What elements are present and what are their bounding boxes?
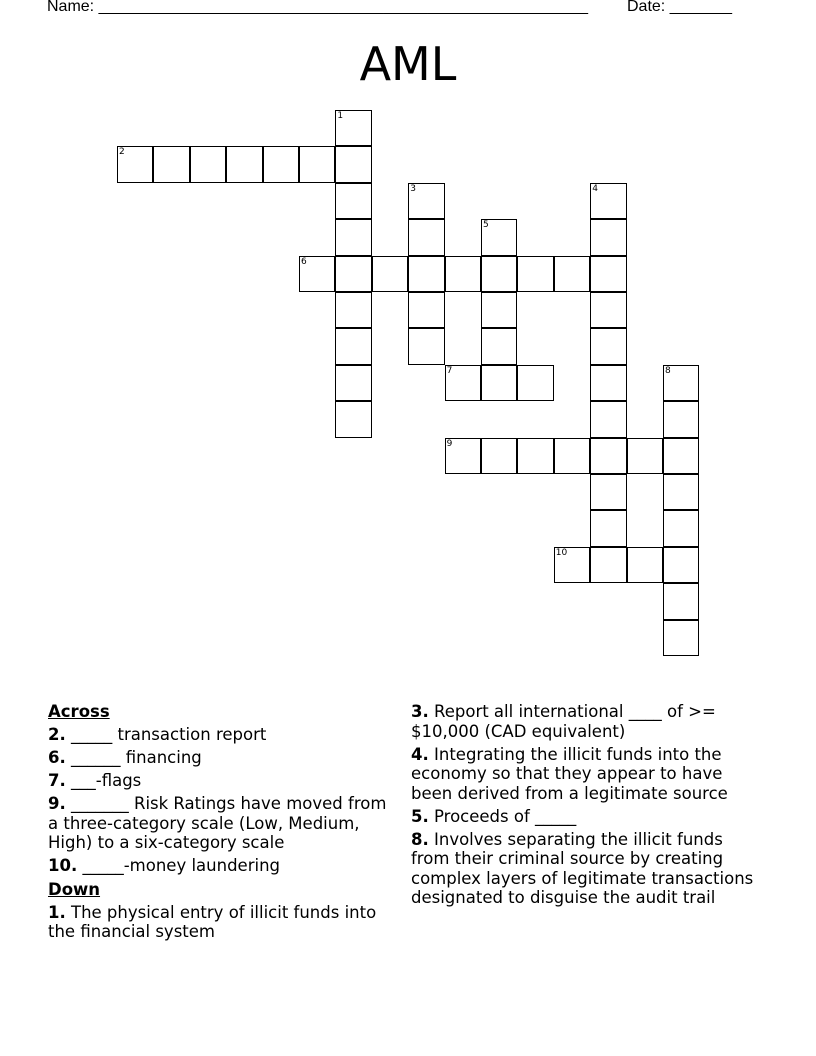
- grid-cell[interactable]: [335, 292, 371, 328]
- grid-cell[interactable]: [481, 328, 517, 364]
- grid-cell[interactable]: [517, 438, 553, 474]
- clue-number: 3: [410, 183, 416, 194]
- clue-text: _______ Risk Ratings have moved from a three-category scale (Low, Medium, High) to a six-category scale: [48, 794, 387, 853]
- clue-item: [48, 903, 398, 942]
- clue-number: 8: [665, 365, 671, 376]
- grid-cell[interactable]: [590, 328, 626, 364]
- grid-cell[interactable]: [663, 620, 699, 656]
- down-clue-list-continued: [411, 702, 761, 908]
- clue-text: The physical entry of illicit funds into the financial system: [48, 902, 377, 942]
- grid-cell[interactable]: [481, 438, 517, 474]
- grid-cell[interactable]: [481, 292, 517, 328]
- clue-number: 10: [555, 547, 568, 558]
- clues-right-column: [411, 702, 761, 911]
- grid-cell[interactable]: [481, 365, 517, 401]
- clue-number: 2: [119, 147, 125, 158]
- clue-label: 2.: [48, 725, 66, 745]
- clue-label: 4.: [411, 744, 429, 764]
- grid-cell[interactable]: [445, 256, 481, 292]
- grid-cell[interactable]: [517, 365, 553, 401]
- clue-text: Integrating the illicit funds into the economy so that they appear to have been derived from a legitimate source: [411, 744, 728, 803]
- grid-cell[interactable]: [299, 146, 335, 182]
- grid-cell[interactable]: [590, 183, 626, 219]
- date-field[interactable]: Date: _______: [627, 0, 732, 15]
- grid-cell[interactable]: [263, 146, 299, 182]
- clue-number: 9: [446, 438, 453, 449]
- clue-number: 4: [592, 183, 598, 194]
- clue-text: Report all international ____ of >= $10,000 (CAD equivalent): [411, 702, 716, 741]
- grid-cell[interactable]: [335, 110, 371, 146]
- clue-text: _____-money laundering: [77, 856, 281, 876]
- grid-cell[interactable]: [335, 183, 371, 219]
- grid-cell[interactable]: [590, 401, 626, 437]
- clue-item: [411, 807, 761, 827]
- clue-label: 6.: [48, 748, 66, 768]
- clue-item: [48, 748, 398, 768]
- down-heading: Down: [48, 879, 101, 899]
- grid-cell[interactable]: [663, 547, 699, 583]
- clue-text: _____ transaction report: [65, 725, 267, 745]
- grid-cell[interactable]: [590, 365, 626, 401]
- grid-cell[interactable]: [190, 146, 226, 182]
- grid-cell[interactable]: [372, 256, 408, 292]
- grid-cell[interactable]: [408, 183, 444, 219]
- grid-cell[interactable]: [335, 328, 371, 364]
- grid-cell[interactable]: [554, 438, 590, 474]
- across-clue-list: [48, 725, 398, 876]
- clue-label: 10.: [48, 856, 78, 876]
- down-clue-list: [48, 903, 398, 942]
- clue-item: [411, 830, 761, 908]
- clue-text: ______ financing: [65, 748, 202, 768]
- grid-cell[interactable]: [226, 146, 262, 182]
- grid-cell[interactable]: [627, 547, 663, 583]
- clue-item: [48, 794, 398, 853]
- across-heading: Across: [48, 702, 110, 721]
- clue-number: 7: [446, 365, 453, 376]
- grid-cell[interactable]: [663, 438, 699, 474]
- grid-cell[interactable]: [517, 256, 553, 292]
- clue-label: 5.: [411, 806, 429, 826]
- clue-item: [48, 771, 398, 791]
- grid-cell[interactable]: [335, 146, 371, 182]
- name-field[interactable]: Name: _______________________________________________________: [47, 0, 588, 15]
- grid-cell[interactable]: [554, 547, 590, 583]
- grid-cell[interactable]: [663, 365, 699, 401]
- clue-label: 3.: [411, 702, 429, 721]
- clue-item: [48, 725, 398, 745]
- grid-cell[interactable]: [663, 583, 699, 619]
- clue-label: 8.: [411, 829, 429, 849]
- grid-cell[interactable]: [663, 510, 699, 546]
- grid-cell[interactable]: [117, 146, 153, 182]
- grid-cell[interactable]: [408, 292, 444, 328]
- grid-cell[interactable]: [481, 256, 517, 292]
- grid-cell[interactable]: [627, 438, 663, 474]
- clue-number: 6: [301, 256, 307, 267]
- grid-cell[interactable]: [445, 438, 481, 474]
- grid-cell[interactable]: [299, 256, 335, 292]
- grid-cell[interactable]: [408, 219, 444, 255]
- grid-cell[interactable]: [153, 146, 189, 182]
- grid-cell[interactable]: [445, 365, 481, 401]
- grid-cell[interactable]: [590, 474, 626, 510]
- grid-cell[interactable]: [554, 256, 590, 292]
- clue-item: [411, 702, 761, 741]
- clue-item: [411, 745, 761, 804]
- grid-cell[interactable]: [663, 474, 699, 510]
- clue-label: 7.: [48, 771, 66, 791]
- clue-number: 5: [483, 220, 489, 231]
- grid-cell[interactable]: [590, 547, 626, 583]
- grid-cell[interactable]: [663, 401, 699, 437]
- grid-cell[interactable]: [481, 219, 517, 255]
- grid-cell[interactable]: [590, 510, 626, 546]
- page-title: AML: [359, 37, 457, 91]
- grid-cell[interactable]: [590, 438, 626, 474]
- grid-cell[interactable]: [590, 292, 626, 328]
- clue-text: Involves separating the illicit funds from their criminal source by creating complex layers of legitimate transactions designated to disguise the audit trail: [411, 829, 754, 908]
- clue-item: [48, 856, 398, 876]
- clue-number: 1: [337, 111, 344, 121]
- grid-cell[interactable]: [335, 219, 371, 255]
- grid-cell[interactable]: [335, 256, 371, 292]
- grid-cell[interactable]: [590, 219, 626, 255]
- clues-left-column: [48, 702, 398, 945]
- grid-cell[interactable]: [590, 256, 626, 292]
- grid-cell[interactable]: [335, 365, 371, 401]
- grid-cell[interactable]: [408, 256, 444, 292]
- clue-label: 1.: [48, 902, 66, 922]
- clue-text: ___-flags: [65, 771, 142, 791]
- grid-cell[interactable]: [408, 328, 444, 364]
- clue-label: 9.: [48, 794, 66, 814]
- clue-text: Proceeds of _____: [428, 806, 577, 826]
- grid-cell[interactable]: [335, 401, 371, 437]
